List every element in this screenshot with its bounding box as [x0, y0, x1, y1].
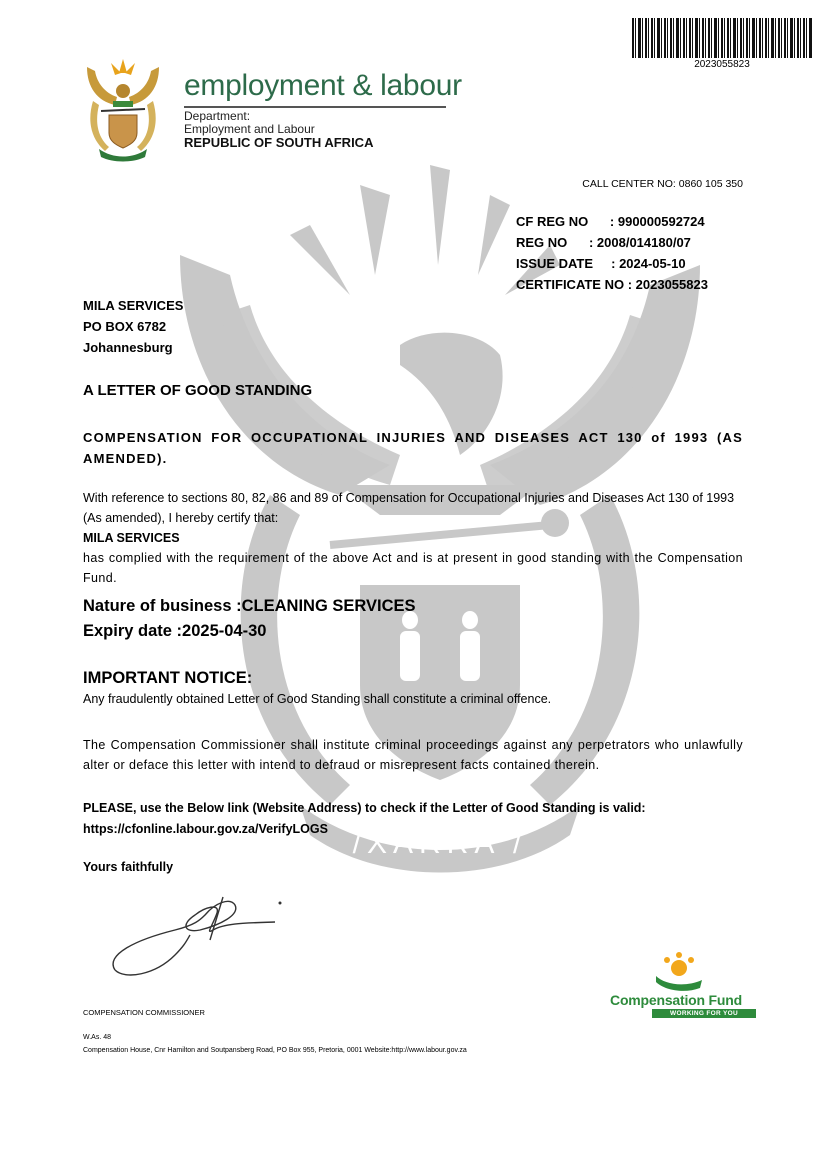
expiry-value: 2025-04-30 — [182, 622, 267, 640]
reg-value: 990000592724 — [617, 214, 705, 229]
sunrise-hand-icon — [654, 950, 704, 992]
addressee-name: MILA SERVICES — [83, 298, 184, 313]
verification-block — [83, 798, 646, 840]
reg-value: 2023055823 — [635, 277, 708, 292]
expiry-date — [83, 619, 416, 644]
reg-label: CF REG NO — [516, 214, 589, 229]
barcode-number: 2023055823 — [694, 59, 750, 70]
svg-text:/XARRA /: /XARRA / — [352, 827, 528, 860]
certification-body — [83, 488, 743, 588]
reg-sep: : — [624, 277, 636, 292]
reg-value: 2008/014180/07 — [596, 235, 691, 250]
reg-sep: : — [593, 256, 620, 271]
barcode — [632, 18, 812, 70]
notice-criminal-proceedings: The Compensation Commissioner shall institute criminal proceedings against any perpetrators who unlawfully alter or deface this letter with intend to defraud or misrepresent facts contained therein. — [83, 738, 743, 772]
business-details — [83, 594, 416, 644]
compensation-fund-logo — [596, 950, 756, 1020]
nature-label: Nature of business : — [83, 597, 242, 615]
country-name: REPUBLIC OF SOUTH AFRICA — [184, 135, 374, 150]
reference-paragraph: With reference to sections 80, 82, 86 and 89 of Compensation for Occupational Injuries and Diseases Act 130 of 1993 (As amended), I hereby certify that: — [83, 491, 735, 525]
reg-value: 2024-05-10 — [619, 256, 686, 271]
certified-company: MILA SERVICES — [83, 531, 180, 545]
reg-row-cf — [516, 211, 708, 232]
notice-fraud-warning: Any fraudulently obtained Letter of Good Standing shall constitute a criminal offence. — [83, 692, 552, 706]
signatory-title: COMPENSATION COMMISSIONER — [83, 1008, 205, 1017]
verification-url[interactable]: https://cfonline.labour.gov.za/VerifyLOGS — [83, 822, 328, 836]
department-logo-title: employment & labour — [184, 69, 462, 102]
call-center-number: CALL CENTER NO: 0860 105 350 — [582, 178, 743, 190]
addressee-city: Johannesburg — [83, 340, 173, 355]
reg-row-issue-date — [516, 253, 708, 274]
department-name: Employment and Labour — [184, 122, 315, 136]
verification-instruction: PLEASE, use the Below link (Website Address) to check if the Letter of Good Standing is valid: — [83, 801, 646, 815]
reg-label: ISSUE DATE — [516, 256, 594, 271]
reg-label: CERTIFICATE NO — [516, 277, 625, 292]
reg-row-certificate — [516, 274, 708, 295]
act-title: COMPENSATION FOR OCCUPATIONAL INJURIES AND DISEASES ACT 130 of 1993 (AS AMENDED). — [83, 430, 743, 466]
addressee-po-box: PO BOX 6782 — [83, 319, 167, 334]
compensation-fund-name: Compensation Fund — [610, 992, 742, 1008]
footer-address: Compensation House, Cnr Hamilton and Soutpansberg Road, PO Box 955, Pretoria, 0001 Website:http://www.labour.gov.za — [83, 1047, 467, 1054]
compliance-statement: has complied with the requirement of the above Act and is at present in good standing with the Compensation Fund. — [83, 551, 743, 585]
signature — [105, 885, 305, 985]
nature-of-business — [83, 594, 416, 619]
reg-label: REG NO — [516, 235, 568, 250]
letter-title: A LETTER OF GOOD STANDING — [83, 382, 313, 399]
compensation-fund-tagline: WORKING FOR YOU — [652, 1009, 756, 1018]
form-number: W.As. 48 — [83, 1034, 112, 1041]
registration-details — [516, 211, 708, 295]
reg-sep: : — [588, 214, 618, 229]
reg-sep: : — [567, 235, 597, 250]
reg-row-reg — [516, 232, 708, 253]
barcode-bars — [632, 18, 812, 58]
important-notice-title: IMPORTANT NOTICE: — [83, 669, 253, 687]
coat-of-arms-logo — [83, 57, 163, 163]
closing-salutation: Yours faithfully — [83, 860, 174, 874]
nature-value: CLEANING SERVICES — [241, 597, 416, 615]
department-label: Department: — [184, 109, 251, 123]
expiry-label: Expiry date : — [83, 622, 183, 640]
department-subtitle — [184, 110, 373, 149]
addressee-block — [83, 295, 183, 358]
logo-divider — [184, 106, 446, 108]
